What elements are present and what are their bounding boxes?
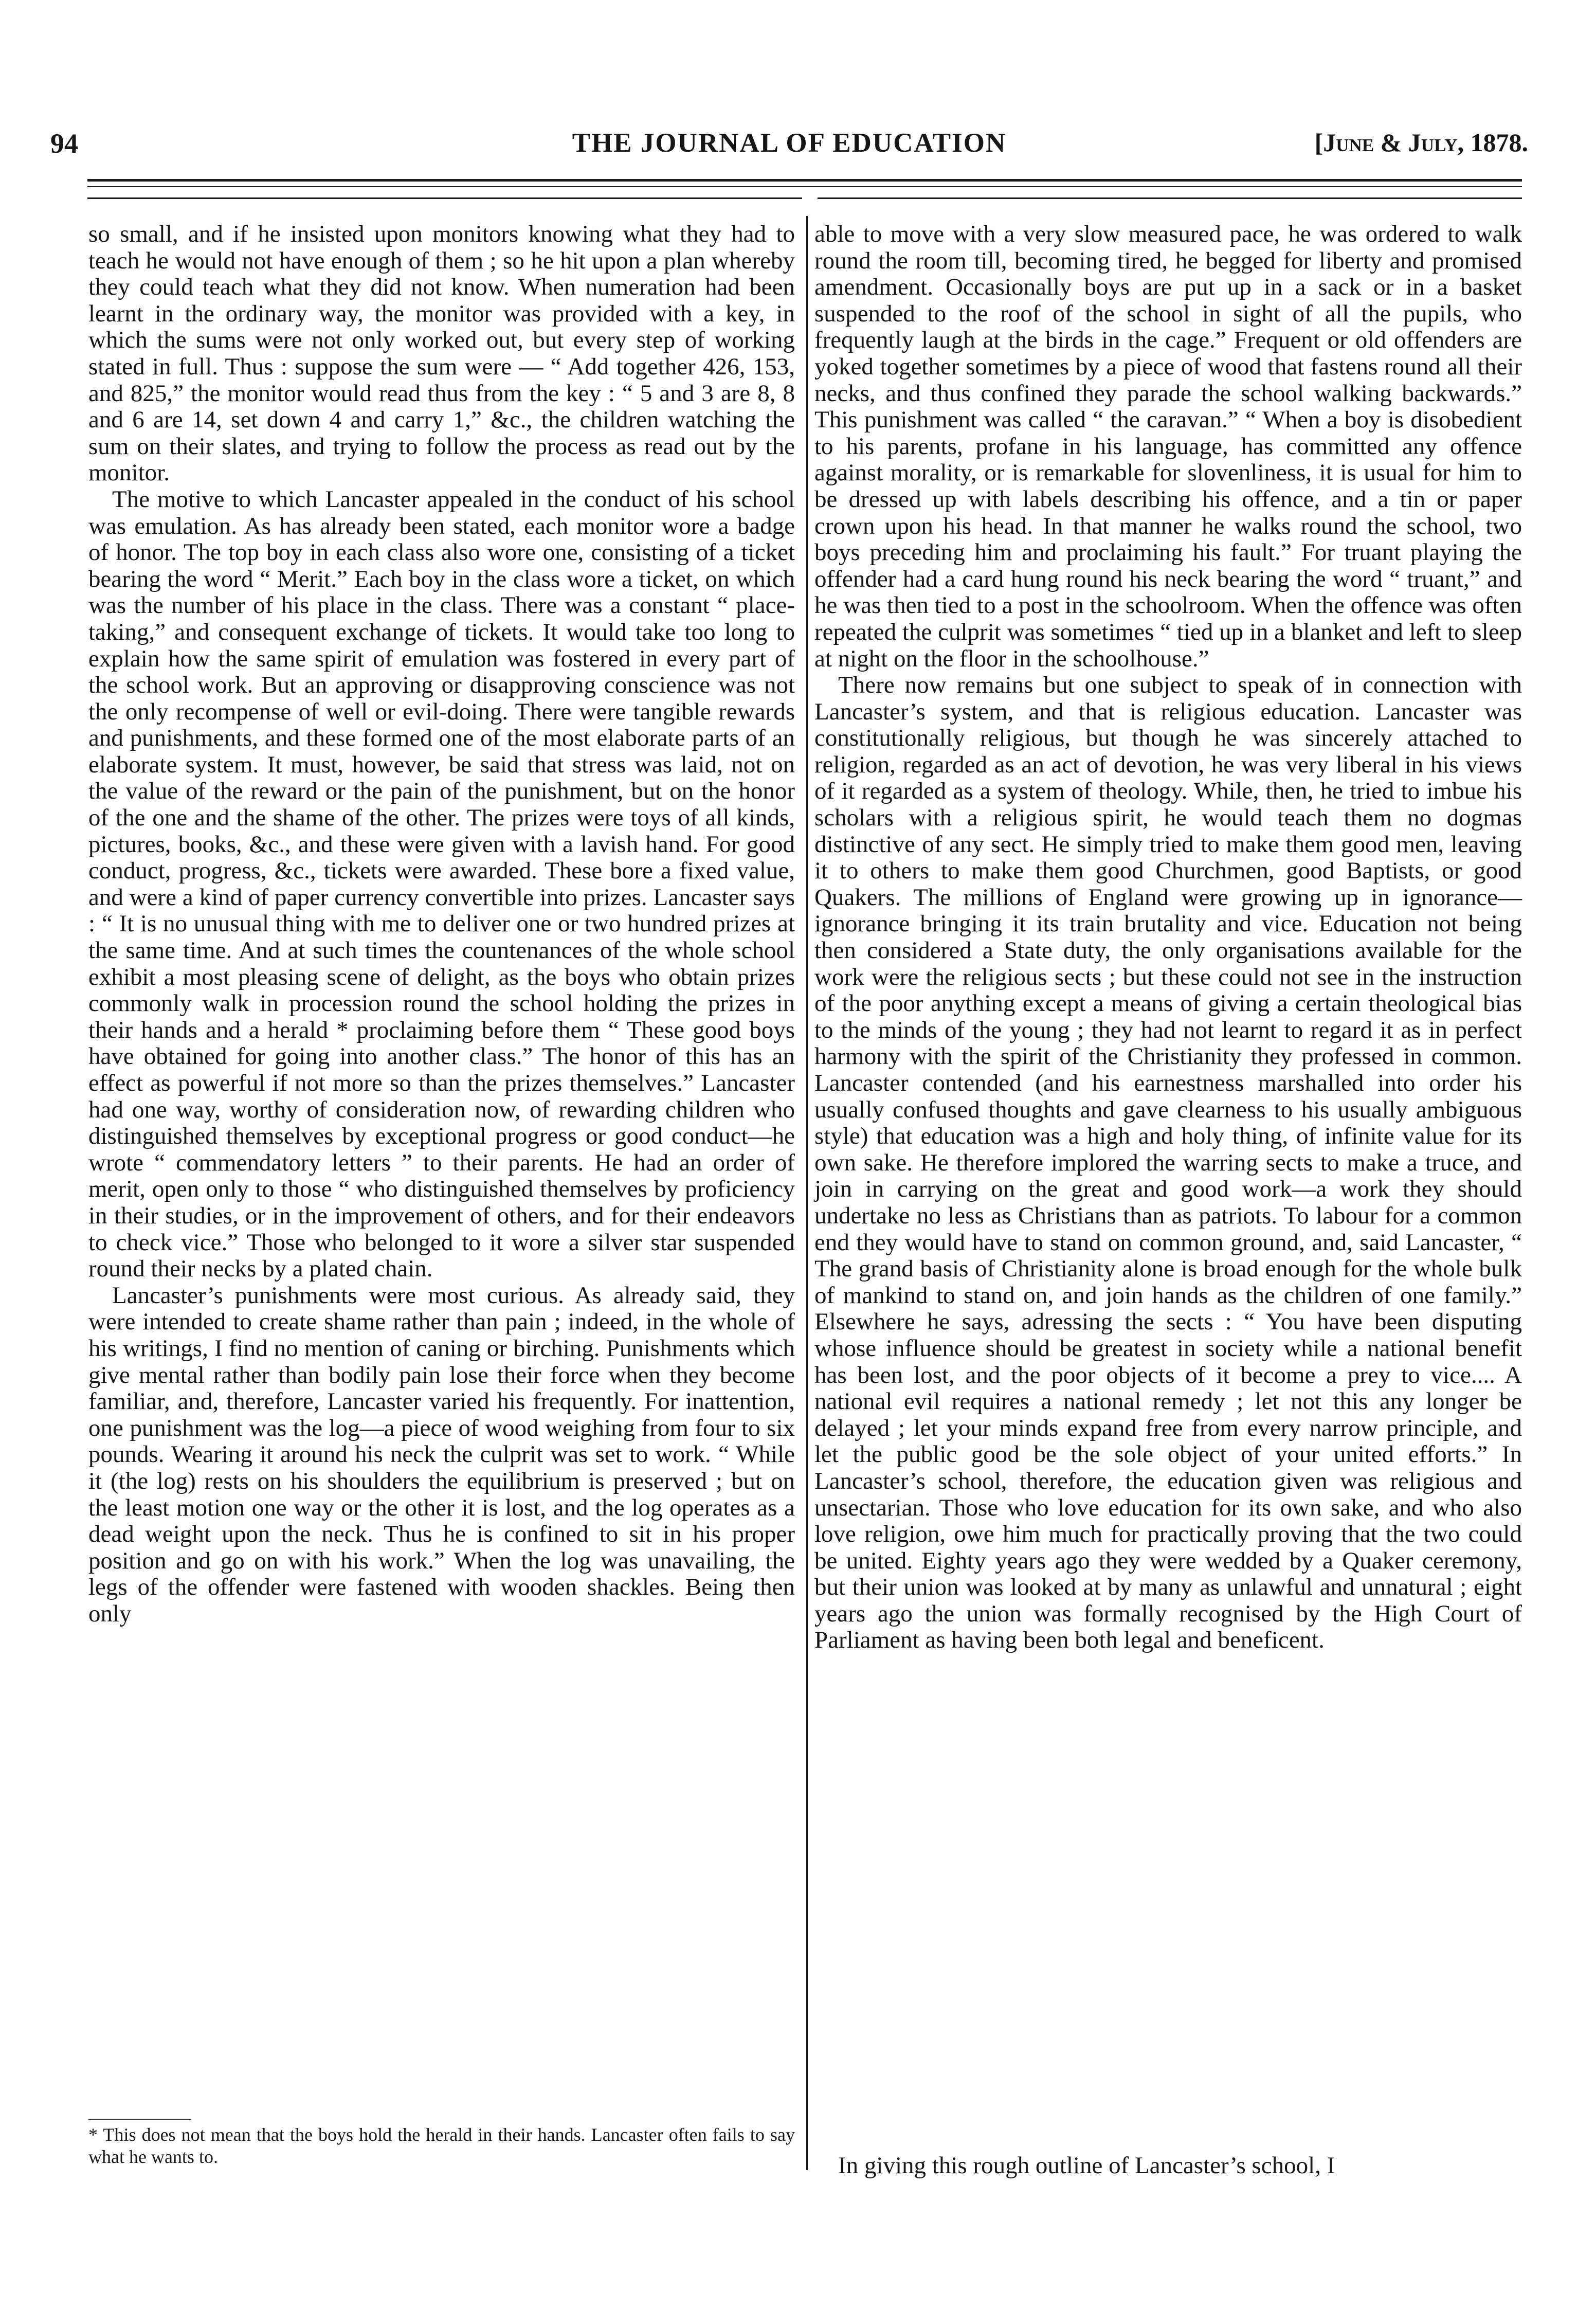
footnote: * This does not mean that the boys hold the herald in their hands. Lancaster often fails to say what he wants to.	[88, 2124, 795, 2167]
paragraph: able to move with a very slow measured pace, he was ordered to walk round the room till, becoming tired, he begged for liberty and promised amendment. Occasionally boys are put up in a sack or in a basket suspended to the roof of the school in sight of all the pupils, who frequently laugh at the birds in the cage.” Frequent or old offenders are yoked together sometimes by a piece of wood that fastens round all their necks, and thus confined they parade the school walking backwards.” This punishment was called “ the caravan.” “ When a boy is disobedient to his parents, profane in his language, has committed any offence against morality, or is remarkable for slovenliness, it is usual for him to be dressed up with labels describing his offence, and a tin or paper crown upon his head. In that manner he walks round the school, two boys preceding him and proclaiming his fault.” For truant playing the offender had a card hung round his neck bearing the word “ truant,” and he was then tied to a post in the schoolroom. When the offence was often repeated the culprit was sometimes “ tied up in a blanket and left to sleep at night on the floor in the schoolhouse.”	[814, 221, 1522, 672]
footnote-rule	[88, 2119, 191, 2120]
paragraph: Lancaster’s punishments were most curious. As already said, they were intended to create shame rather than pain ; indeed, in the whole of his writings, I find no mention of caning or birching. Punishments which give mental rather than bodily pain lose their force when they become familiar, and, therefore, Lancaster varied his frequently. For inattention, one punishment was the log—a piece of wood weighing from four to six pounds. Wearing it around his neck the culprit was set to work. “ While it (the log) rests on his shoulders the equilibrium is preserved ; but on the least motion one way or the other it is lost, and the log operates as a dead weight upon the neck. Thus he is confined to sit in his proper position and go on with his work.” When the log was unavailing, the legs of the offender were fastened with wooden shackles. Being then only	[88, 1282, 795, 1627]
column-divider	[806, 216, 808, 2170]
left-column	[88, 221, 795, 1627]
issue-date: [June & July, 1878.	[1314, 128, 1528, 157]
left-column-rule	[87, 197, 802, 199]
page-header	[50, 128, 1528, 169]
header-rule-thin	[87, 186, 1522, 187]
journal-title: THE JOURNAL OF EDUCATION	[572, 128, 1007, 158]
paragraph: so small, and if he insisted upon monitors knowing what they had to teach he would not have enough of them ; so he hit upon a plan whereby they could teach what they did not know. When numeration had been learnt in the ordinary way, the monitor was provided with a key, in which the sums were not only worked out, but every step of working stated in full. Thus : suppose the sum were — “ Add together 426, 153, and 825,” the monitor would read thus from the key : “ 5 and 3 are 8, 8 and 6 are 14, set down 4 and carry 1,” &c., the children watching the sum on their slates, and trying to follow the process as read out by the monitor.	[88, 221, 795, 486]
paragraph: There now remains but one subject to speak of in connection with Lancaster’s system, and that is religious education. Lancaster was constitutionally religious, but though he was sincerely attached to religion, regarded as an act of devotion, he was very liberal in his views of it regarded as a system of theology. While, then, he tried to imbue his scholars with a religious spirit, he would teach them no dogmas distinctive of any sect. He simply tried to make them good men, leaving it to others to make them good Churchmen, good Baptists, or good Quakers. The millions of England were growing up in ignorance—ignorance bringing it its train brutality and vice. Education not being then considered a State duty, the only organisations available for the work were the religious sects ; but these could not see in the instruction of the poor anything except a means of giving a certain theological bias to the minds of the young ; they had not learnt to regard it as in perfect harmony with the spirit of the Christianity they professed in common. Lancaster contended (and his earnestness marshalled into order his usually confused thoughts and gave clearness to his usually ambiguous style) that education was a high and holy thing, of infinite value for its own sake. He therefore implored the warring sects to make a truce, and join in carrying on the great and good work—a work they should undertake no less as Christians than as patriots. To labour for a common end they would have to stand on common ground, and, said Lancaster, “ The grand basis of Christianity alone is broad enough for the whole bulk of mankind to stand on, and join hands as the children of one family.” Elsewhere he says, adressing the sects : “ You have been disputing whose influence should be greatest in society while a national benefit has been lost, and the poor objects of it become a prey to vice.... A national evil requires a national remedy ; let not this any longer be delayed ; let your minds expand free from every narrow principle, and let the public good be the sole object of your united efforts.” In Lancaster’s school, therefore, the education given was religious and unsectarian. Those who love education for its own sake, and who also love religion, owe him much for practically proving that the two could be united. Eighty years ago they were wedded by a Quaker ceremony, but their union was looked at by many as unlawful and unnatural ; eight years ago the union was formally recognised by the High Court of Parliament as having been both legal and beneficent.	[814, 672, 1522, 1654]
header-rule-thick	[87, 179, 1522, 182]
paragraph: The motive to which Lancaster appealed in the conduct of his school was emulation. As has already been stated, each monitor wore a badge of honor. The top boy in each class also wore one, consisting of a ticket bearing the word “ Merit.” Each boy in the class wore a ticket, on which was the number of his place in the class. There was a constant “ place-taking,” and consequent exchange of tickets. It would take too long to explain how the same spirit of emulation was fostered in every part of the school work. But an approving or disapproving conscience was not the only recompense of well or evil-doing. There were tangible rewards and punishments, and these formed one of the most elaborate parts of an elaborate system. It must, however, be said that stress was laid, not on the value of the reward or the pain of the punishment, but on the honor of the one and the shame of the other. The prizes were toys of all kinds, pictures, books, &c., and these were given with a lavish hand. For good conduct, progress, &c., tickets were awarded. These bore a fixed value, and were a kind of paper currency convertible into prizes. Lancaster says : “ It is no unusual thing with me to deliver one or two hundred prizes at the same time. And at such times the countenances of the whole school exhibit a most pleasing scene of delight, as the boys who obtain prizes commonly walk in procession round the school holding the prizes in their hands and a herald * proclaiming before them “ These good boys have obtained for going into another class.” The honor of this has an effect as powerful if not more so than the prizes themselves.” Lancaster had one way, worthy of consideration now, of rewarding children who distinguished themselves by exceptional progress or good conduct—he wrote “ commendatory letters ” to their parents. He had an order of merit, open only to those “ who distinguished themselves by proficiency in their studies, or in the improvement of others, and for their endeavors to check vice.” Those who belonged to it wore a silver star suspended round their necks by a plated chain.	[88, 485, 795, 1283]
right-column-rule	[818, 197, 1522, 199]
paragraph: In giving this rough outline of Lancaster’s school, I	[838, 2152, 1335, 2179]
page-number: 94	[50, 128, 78, 159]
right-column	[814, 221, 1522, 1654]
